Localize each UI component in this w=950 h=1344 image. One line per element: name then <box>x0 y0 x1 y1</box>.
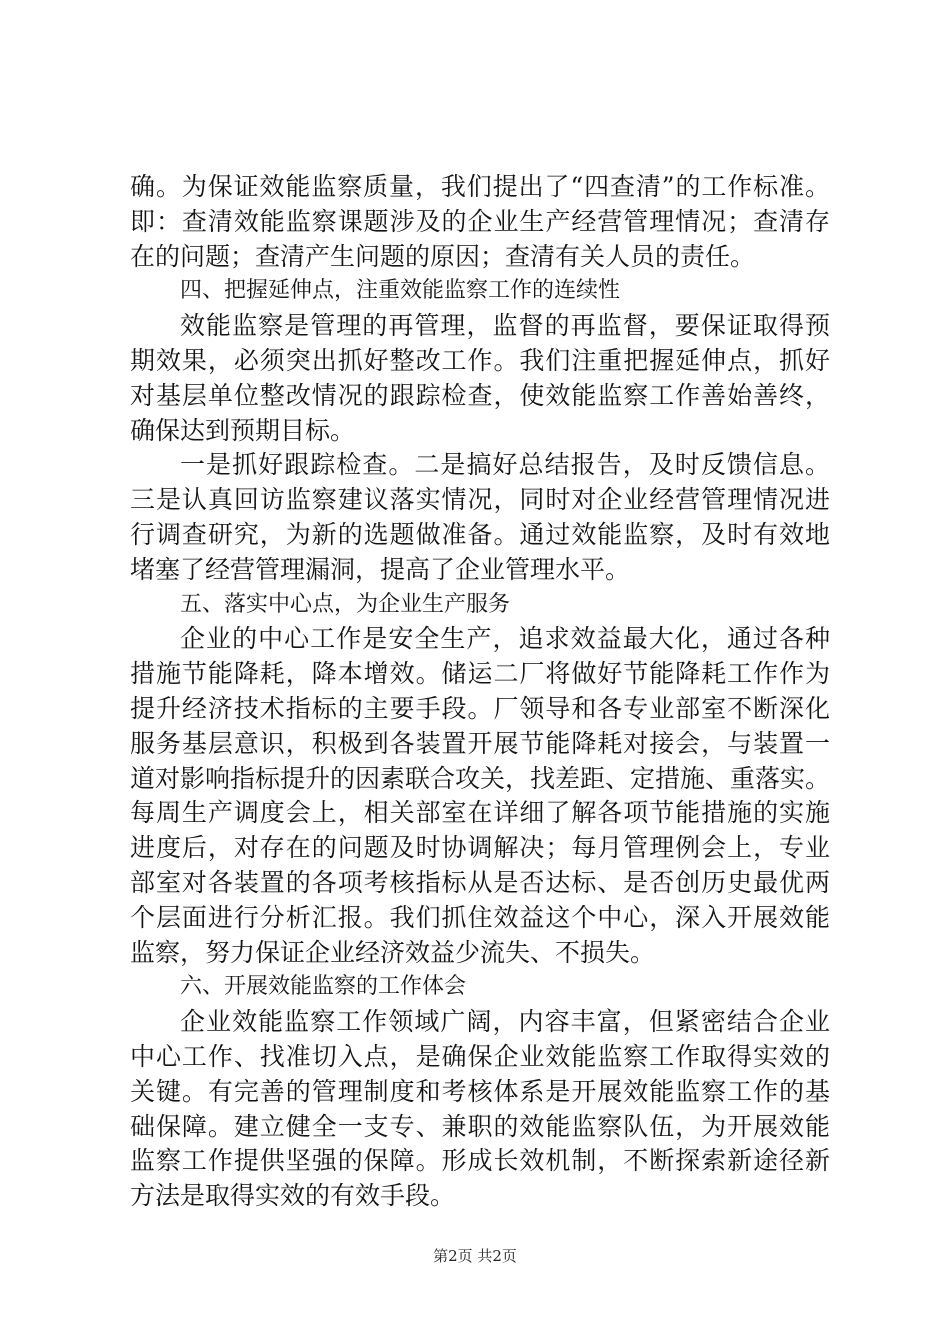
body-line: 确。为保证效能监察质量，我们提出了“四查清”的工作标准。 <box>130 172 830 201</box>
body-line: 堵塞了经营管理漏洞，提高了企业管理水平。 <box>130 554 631 584</box>
body-line: 方法是取得实效的有效手段。 <box>130 1181 456 1211</box>
body-line: 效能监察是管理的再管理，监督的再监督，要保证取得预 <box>180 311 830 341</box>
section-heading: 五、落实中心点，为企业生产服务 <box>180 591 511 617</box>
body-line: 个层面进行分析汇报。我们抓住效益这个中心，深入开展效能 <box>130 902 830 932</box>
body-line: 服务基层意识，积极到各装置开展节能降耗对接会，与装置一 <box>130 728 830 758</box>
body-line: 确保达到预期目标。 <box>130 415 356 445</box>
body-line: 础保障。建立健全一支专、兼职的效能监察队伍，为开展效能 <box>130 1111 830 1141</box>
body-line: 期效果，必须突出抓好整改工作。我们注重把握延伸点，抓好 <box>130 345 830 375</box>
body-line: 监察工作提供坚强的保障。形成长效机制，不断探索新途径新 <box>130 1146 830 1176</box>
body-line: 在的问题；查清产生问题的原因；查清有关人员的责任。 <box>130 241 756 271</box>
body-line: 企业效能监察工作领域广阔，内容丰富，但紧密结合企业 <box>180 1007 830 1037</box>
body-line: 每周生产调度会上，相关部室在详细了解各项节能措施的实施 <box>130 798 830 828</box>
body-line: 道对影响指标提升的因素联合攻关，找差距、定措施、重落实。 <box>130 763 830 793</box>
body-line: 提升经济技术指标的主要手段。厂领导和各专业部室不断深化 <box>130 693 830 723</box>
body-line: 措施节能降耗，降本增效。储运二厂将做好节能降耗工作作为 <box>130 659 830 689</box>
body-line: 三是认真回访监察建议落实情况，同时对企业经营管理情况进 <box>130 485 830 515</box>
body-line: 一是抓好跟踪检查。二是搞好总结报告，及时反馈信息。 <box>180 450 830 480</box>
section-heading: 四、把握延伸点，注重效能监察工作的连续性 <box>180 278 621 304</box>
body-line: 部室对各装置的各项考核指标从是否达标、是否创历史最优两 <box>130 867 830 897</box>
body-line: 进度后，对存在的问题及时协调解决；每月管理例会上，专业 <box>130 833 830 863</box>
body-line: 中心工作、找准切入点，是确保企业效能监察工作取得实效的 <box>130 1041 830 1071</box>
section-heading: 六、开展效能监察的工作体会 <box>180 974 467 1000</box>
page-number-footer: 第2页 共2页 <box>433 1247 517 1265</box>
body-line: 企业的中心工作是安全生产，追求效益最大化，通过各种 <box>180 624 830 654</box>
body-line: 对基层单位整改情况的跟踪检查，使效能监察工作善始善终， <box>130 380 830 410</box>
body-line: 即：查清效能监察课题涉及的企业生产经营管理情况；查清存 <box>130 206 830 236</box>
body-line: 行调查研究，为新的选题做准备。通过效能监察，及时有效地 <box>130 519 830 549</box>
document-body <box>130 170 830 1214</box>
body-line: 监察，努力保证企业经济效益少流失、不损失。 <box>130 937 656 967</box>
body-line: 关键。有完善的管理制度和考核体系是开展效能监察工作的基 <box>130 1076 830 1106</box>
